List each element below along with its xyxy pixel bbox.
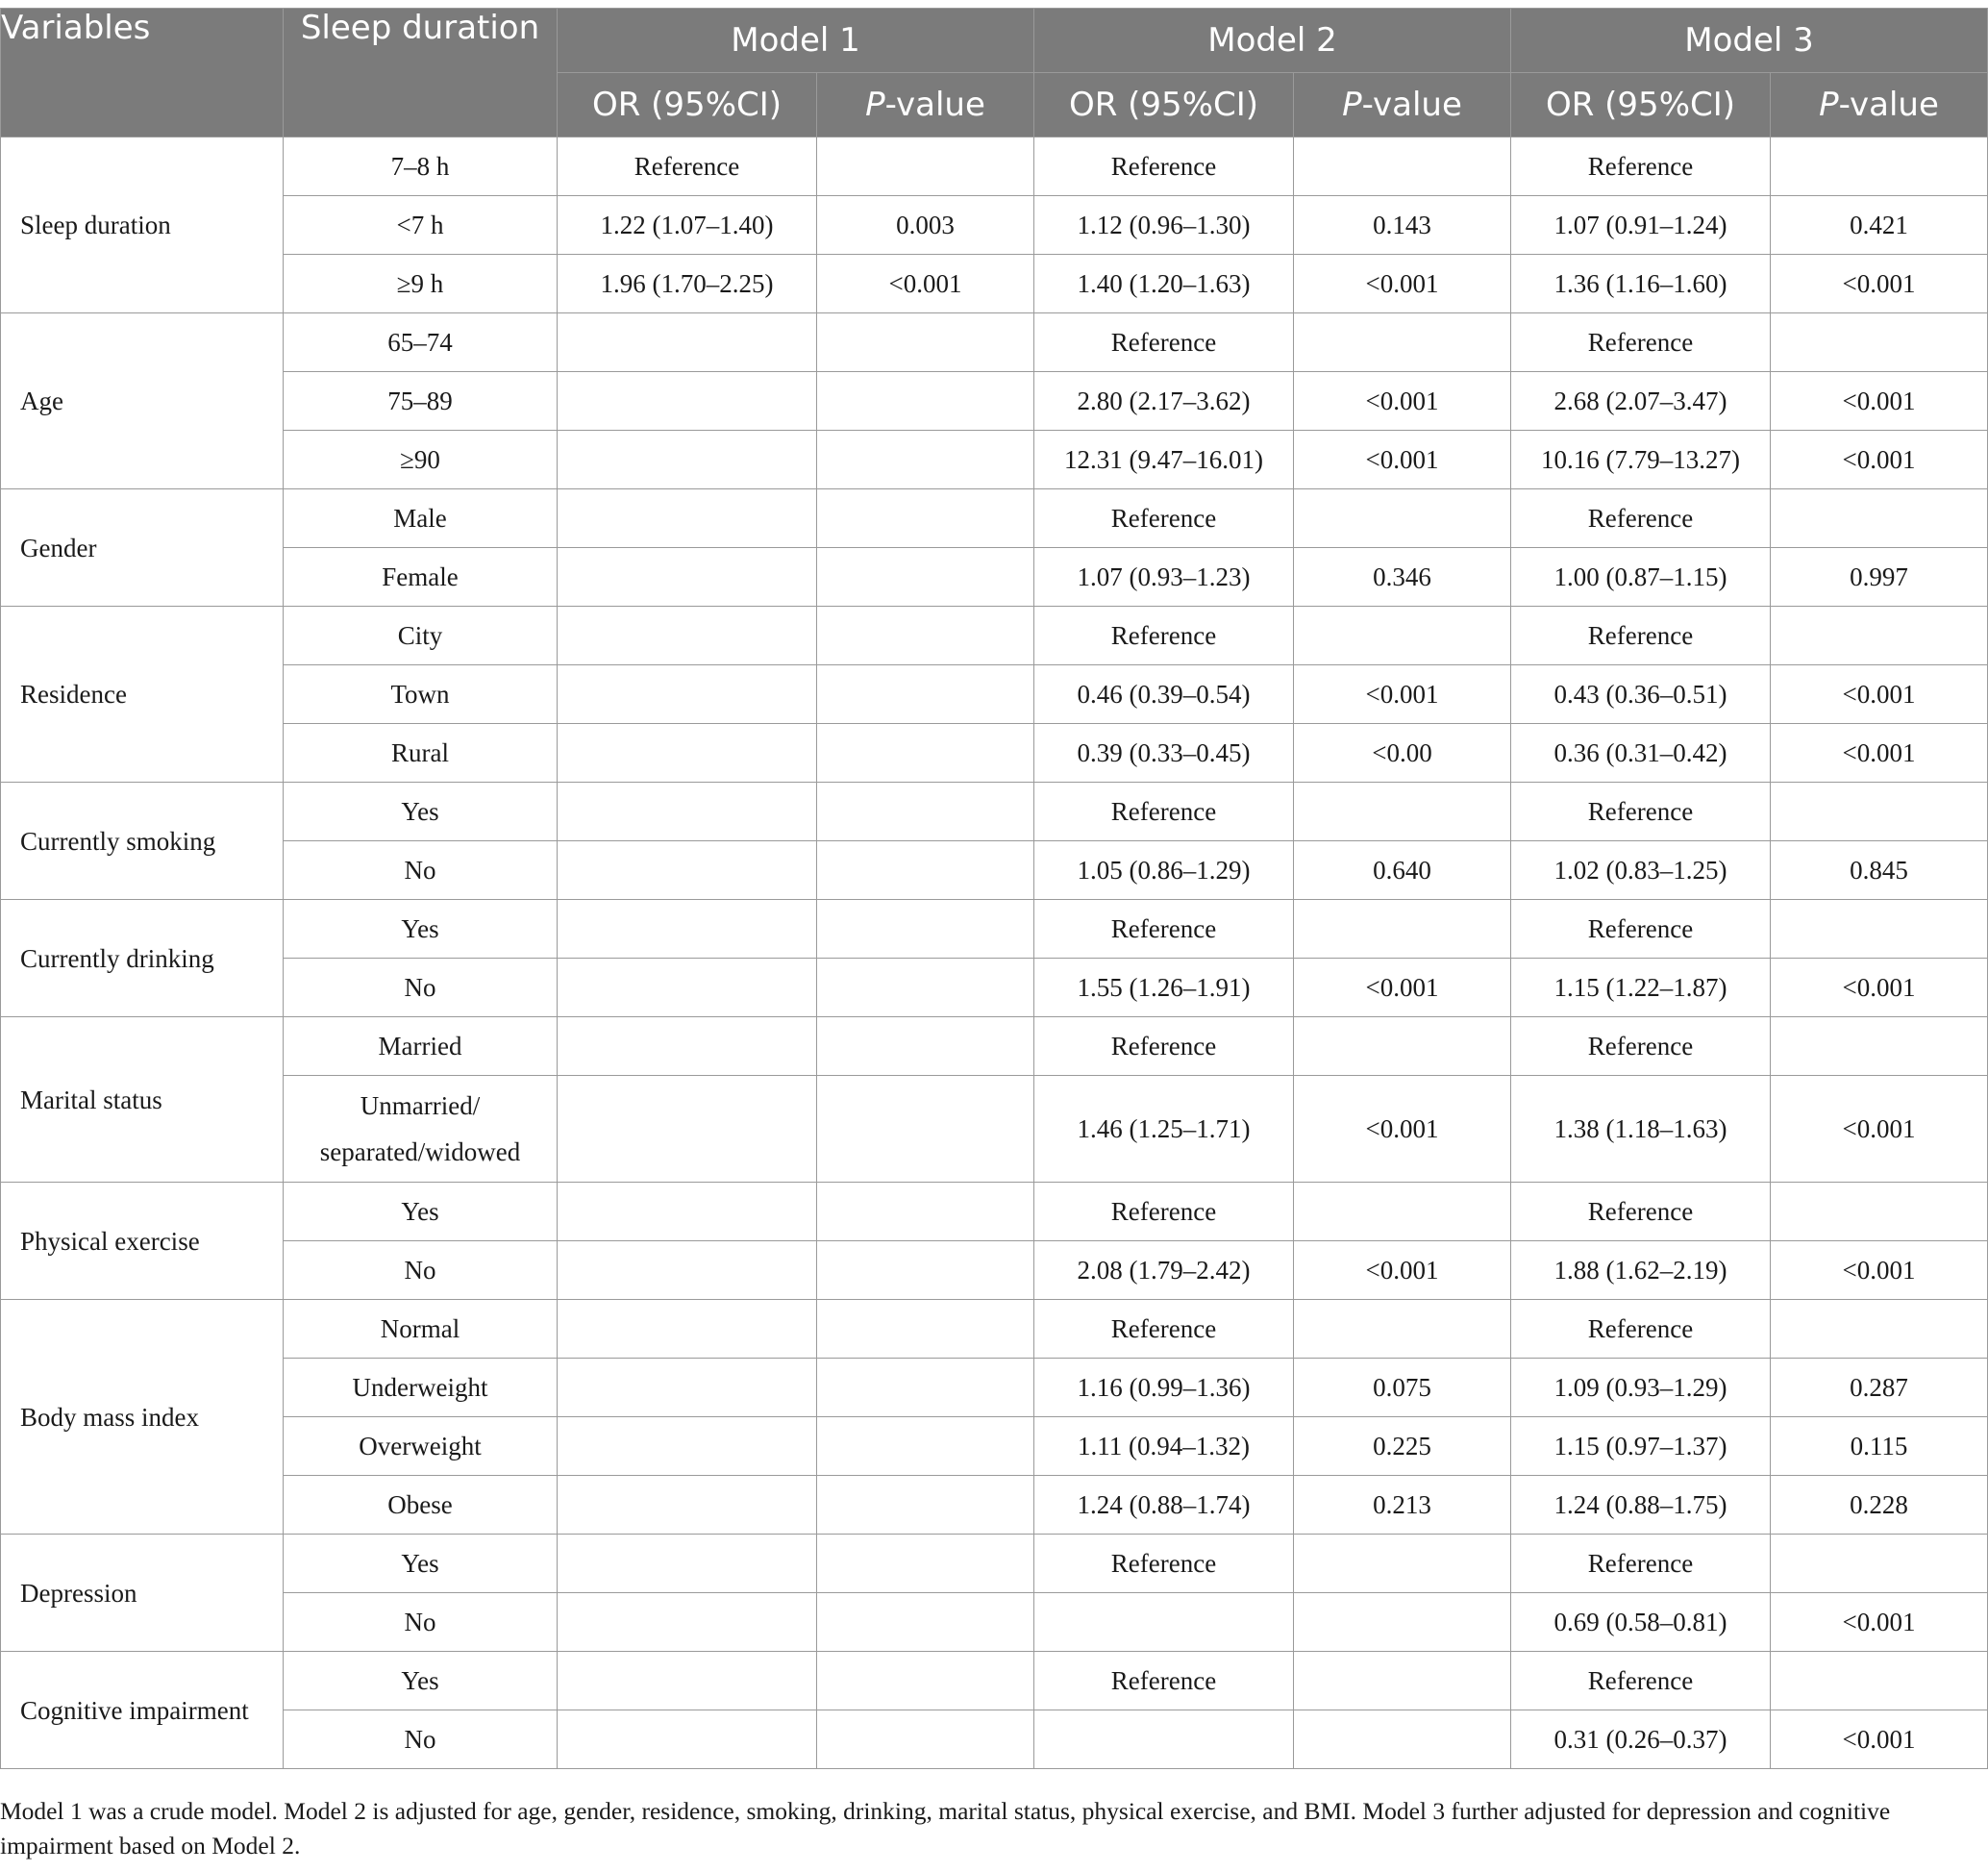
model3-p-cell <box>1771 1652 1988 1710</box>
model3-or-cell: 1.38 (1.18–1.63) <box>1511 1076 1771 1183</box>
level-cell: Unmarried/ separated/widowed <box>284 1076 558 1183</box>
model2-or-cell <box>1034 1710 1294 1769</box>
header-model-2: Model 2 <box>1034 9 1511 73</box>
table-row <box>1 1710 1988 1769</box>
model2-p-cell: 0.143 <box>1294 196 1511 255</box>
model1-p-cell <box>817 1710 1034 1769</box>
model1-p-cell <box>817 783 1034 841</box>
variable-label: Currently smoking <box>1 783 284 900</box>
table-row <box>1 841 1988 900</box>
p-suffix: -value <box>884 86 985 124</box>
model2-or-cell: Reference <box>1034 607 1294 665</box>
table-header <box>1 9 1988 137</box>
model2-p-cell <box>1294 1017 1511 1076</box>
model3-or-cell: 10.16 (7.79–13.27) <box>1511 431 1771 489</box>
level-cell: Female <box>284 548 558 607</box>
model3-p-cell: 0.997 <box>1771 548 1988 607</box>
model2-or-cell: Reference <box>1034 1652 1294 1710</box>
level-cell: 65–74 <box>284 313 558 372</box>
level-cell: No <box>284 959 558 1017</box>
model3-or-cell: 0.69 (0.58–0.81) <box>1511 1593 1771 1652</box>
model3-p-cell: <0.001 <box>1771 1241 1988 1300</box>
level-cell: Yes <box>284 1652 558 1710</box>
table-row <box>1 724 1988 783</box>
model1-p-cell <box>817 548 1034 607</box>
level-cell: Male <box>284 489 558 548</box>
model1-or-cell: Reference <box>558 137 817 196</box>
model1-or-cell <box>558 1593 817 1652</box>
model3-p-cell: <0.001 <box>1771 1076 1988 1183</box>
header-m1-or: OR (95%CI) <box>558 73 817 137</box>
model3-or-cell: 1.02 (0.83–1.25) <box>1511 841 1771 900</box>
model3-or-cell: Reference <box>1511 900 1771 959</box>
model2-p-cell <box>1294 489 1511 548</box>
model3-or-cell: 0.43 (0.36–0.51) <box>1511 665 1771 724</box>
level-cell: Yes <box>284 900 558 959</box>
table-row <box>1 137 1988 196</box>
model1-p-cell <box>817 1417 1034 1476</box>
model2-p-cell <box>1294 1183 1511 1241</box>
model1-or-cell: 1.96 (1.70–2.25) <box>558 255 817 313</box>
model2-p-cell: <0.00 <box>1294 724 1511 783</box>
level-cell: No <box>284 1593 558 1652</box>
table-row <box>1 1417 1988 1476</box>
model1-p-cell <box>817 665 1034 724</box>
level-cell: ≥90 <box>284 431 558 489</box>
model3-or-cell: 0.31 (0.26–0.37) <box>1511 1710 1771 1769</box>
model2-or-cell: Reference <box>1034 900 1294 959</box>
header-variables: Variables <box>1 9 284 137</box>
variable-label: Depression <box>1 1535 284 1652</box>
model2-or-cell <box>1034 1593 1294 1652</box>
level-cell: Town <box>284 665 558 724</box>
table-row <box>1 313 1988 372</box>
model1-p-cell: 0.003 <box>817 196 1034 255</box>
model3-p-cell <box>1771 1017 1988 1076</box>
model3-p-cell <box>1771 783 1988 841</box>
table-row <box>1 1593 1988 1652</box>
variable-label: Body mass index <box>1 1300 284 1535</box>
model2-or-cell: 1.55 (1.26–1.91) <box>1034 959 1294 1017</box>
table-row <box>1 900 1988 959</box>
header-model-3: Model 3 <box>1511 9 1988 73</box>
model2-or-cell: 1.16 (0.99–1.36) <box>1034 1359 1294 1417</box>
model2-p-cell: 0.075 <box>1294 1359 1511 1417</box>
table-row <box>1 1017 1988 1076</box>
table-row <box>1 255 1988 313</box>
model3-or-cell: Reference <box>1511 1535 1771 1593</box>
table-row <box>1 548 1988 607</box>
level-cell: Underweight <box>284 1359 558 1417</box>
model2-or-cell: 2.80 (2.17–3.62) <box>1034 372 1294 431</box>
model1-p-cell <box>817 1535 1034 1593</box>
variable-label: Physical exercise <box>1 1183 284 1300</box>
table-row <box>1 1300 1988 1359</box>
level-cell: <7 h <box>284 196 558 255</box>
table-row <box>1 1652 1988 1710</box>
variable-label: Residence <box>1 607 284 783</box>
p-italic: P <box>865 86 885 124</box>
model1-or-cell <box>558 1183 817 1241</box>
model2-p-cell: 0.640 <box>1294 841 1511 900</box>
model1-or-cell: 1.22 (1.07–1.40) <box>558 196 817 255</box>
model2-or-cell: 1.46 (1.25–1.71) <box>1034 1076 1294 1183</box>
model3-or-cell: Reference <box>1511 137 1771 196</box>
model2-p-cell: <0.001 <box>1294 255 1511 313</box>
model2-p-cell: <0.001 <box>1294 665 1511 724</box>
table-row <box>1 372 1988 431</box>
model3-p-cell: <0.001 <box>1771 1710 1988 1769</box>
model3-or-cell: 0.36 (0.31–0.42) <box>1511 724 1771 783</box>
model1-or-cell <box>558 489 817 548</box>
model1-p-cell: <0.001 <box>817 255 1034 313</box>
level-cell: 75–89 <box>284 372 558 431</box>
model2-p-cell <box>1294 1535 1511 1593</box>
model2-or-cell: Reference <box>1034 783 1294 841</box>
model2-p-cell <box>1294 783 1511 841</box>
model1-or-cell <box>558 1710 817 1769</box>
model2-or-cell: 2.08 (1.79–2.42) <box>1034 1241 1294 1300</box>
model3-p-cell <box>1771 607 1988 665</box>
model1-or-cell <box>558 959 817 1017</box>
table-row <box>1 1076 1988 1183</box>
model2-p-cell: 0.213 <box>1294 1476 1511 1535</box>
model2-or-cell: Reference <box>1034 489 1294 548</box>
p-italic: P <box>1342 86 1362 124</box>
header-m2-p <box>1294 73 1511 137</box>
model1-or-cell <box>558 724 817 783</box>
model2-p-cell <box>1294 137 1511 196</box>
variable-label: Gender <box>1 489 284 607</box>
table-row <box>1 1359 1988 1417</box>
level-cell: ≥9 h <box>284 255 558 313</box>
table-row <box>1 196 1988 255</box>
level-cell: Married <box>284 1017 558 1076</box>
table-row <box>1 1183 1988 1241</box>
model3-p-cell: <0.001 <box>1771 372 1988 431</box>
model2-p-cell: <0.001 <box>1294 1076 1511 1183</box>
model3-or-cell: Reference <box>1511 1017 1771 1076</box>
model2-or-cell: 1.12 (0.96–1.30) <box>1034 196 1294 255</box>
table-row <box>1 783 1988 841</box>
model3-or-cell: 1.09 (0.93–1.29) <box>1511 1359 1771 1417</box>
model3-p-cell <box>1771 489 1988 548</box>
level-cell: Normal <box>284 1300 558 1359</box>
model1-p-cell <box>817 1476 1034 1535</box>
model2-or-cell: 1.40 (1.20–1.63) <box>1034 255 1294 313</box>
model3-p-cell <box>1771 1183 1988 1241</box>
model2-or-cell: Reference <box>1034 1017 1294 1076</box>
model3-or-cell: Reference <box>1511 1183 1771 1241</box>
model1-or-cell <box>558 431 817 489</box>
level-cell: No <box>284 1710 558 1769</box>
level-cell: City <box>284 607 558 665</box>
model3-or-cell: 1.15 (1.22–1.87) <box>1511 959 1771 1017</box>
model2-p-cell <box>1294 1652 1511 1710</box>
level-cell: Yes <box>284 1183 558 1241</box>
level-cell: No <box>284 841 558 900</box>
table-row <box>1 665 1988 724</box>
model1-or-cell <box>558 1017 817 1076</box>
model2-p-cell <box>1294 313 1511 372</box>
model3-p-cell: <0.001 <box>1771 431 1988 489</box>
model1-p-cell <box>817 1241 1034 1300</box>
model2-p-cell: <0.001 <box>1294 431 1511 489</box>
model2-or-cell: Reference <box>1034 1535 1294 1593</box>
header-m1-p <box>817 73 1034 137</box>
model3-p-cell: <0.001 <box>1771 255 1988 313</box>
model2-p-cell: <0.001 <box>1294 372 1511 431</box>
model1-or-cell <box>558 1535 817 1593</box>
model2-p-cell: <0.001 <box>1294 1241 1511 1300</box>
model1-p-cell <box>817 959 1034 1017</box>
model3-p-cell: 0.228 <box>1771 1476 1988 1535</box>
variable-label: Marital status <box>1 1017 284 1183</box>
model2-p-cell: 0.346 <box>1294 548 1511 607</box>
model3-p-cell: <0.001 <box>1771 1593 1988 1652</box>
model3-or-cell: 1.36 (1.16–1.60) <box>1511 255 1771 313</box>
model1-or-cell <box>558 1476 817 1535</box>
model1-p-cell <box>817 489 1034 548</box>
model2-p-cell: <0.001 <box>1294 959 1511 1017</box>
model1-or-cell <box>558 1300 817 1359</box>
table-row <box>1 607 1988 665</box>
model1-p-cell <box>817 1593 1034 1652</box>
model1-p-cell <box>817 372 1034 431</box>
model1-p-cell <box>817 431 1034 489</box>
model1-p-cell <box>817 841 1034 900</box>
model1-or-cell <box>558 548 817 607</box>
model2-or-cell: 1.24 (0.88–1.74) <box>1034 1476 1294 1535</box>
model1-or-cell <box>558 607 817 665</box>
model2-p-cell <box>1294 900 1511 959</box>
model3-or-cell: 1.88 (1.62–2.19) <box>1511 1241 1771 1300</box>
variable-label: Cognitive impairment <box>1 1652 284 1769</box>
model2-or-cell: 0.46 (0.39–0.54) <box>1034 665 1294 724</box>
model1-p-cell <box>817 1076 1034 1183</box>
level-cell: Yes <box>284 783 558 841</box>
variable-label: Age <box>1 313 284 489</box>
table-row <box>1 959 1988 1017</box>
model2-or-cell: Reference <box>1034 1300 1294 1359</box>
model3-p-cell: 0.115 <box>1771 1417 1988 1476</box>
model2-p-cell <box>1294 607 1511 665</box>
table-row <box>1 1476 1988 1535</box>
model1-p-cell <box>817 724 1034 783</box>
model3-p-cell: 0.845 <box>1771 841 1988 900</box>
model3-p-cell <box>1771 1535 1988 1593</box>
model3-or-cell: Reference <box>1511 783 1771 841</box>
model1-or-cell <box>558 372 817 431</box>
model3-or-cell: Reference <box>1511 489 1771 548</box>
model1-p-cell <box>817 1183 1034 1241</box>
model1-or-cell <box>558 900 817 959</box>
table-row <box>1 1535 1988 1593</box>
model3-or-cell: Reference <box>1511 313 1771 372</box>
level-cell: Yes <box>284 1535 558 1593</box>
model2-or-cell: Reference <box>1034 313 1294 372</box>
model1-or-cell <box>558 841 817 900</box>
model3-or-cell: 1.24 (0.88–1.75) <box>1511 1476 1771 1535</box>
model3-p-cell <box>1771 313 1988 372</box>
model2-or-cell: 0.39 (0.33–0.45) <box>1034 724 1294 783</box>
model3-or-cell: Reference <box>1511 607 1771 665</box>
model2-p-cell <box>1294 1300 1511 1359</box>
level-cell: Rural <box>284 724 558 783</box>
model1-p-cell <box>817 1300 1034 1359</box>
level-cell: 7–8 h <box>284 137 558 196</box>
model3-or-cell: 1.07 (0.91–1.24) <box>1511 196 1771 255</box>
model1-or-cell <box>558 1076 817 1183</box>
model3-p-cell: <0.001 <box>1771 959 1988 1017</box>
model3-p-cell <box>1771 1300 1988 1359</box>
model2-p-cell: 0.225 <box>1294 1417 1511 1476</box>
table-body <box>1 137 1988 1769</box>
model3-p-cell: <0.001 <box>1771 665 1988 724</box>
level-cell: Obese <box>284 1476 558 1535</box>
table-row <box>1 489 1988 548</box>
model1-p-cell <box>817 1017 1034 1076</box>
model1-p-cell <box>817 1359 1034 1417</box>
model1-p-cell <box>817 607 1034 665</box>
table-row <box>1 1241 1988 1300</box>
header-m2-or: OR (95%CI) <box>1034 73 1294 137</box>
table-footnote: Model 1 was a crude model. Model 2 is adjusted for age, gender, residence, smoking, drinking, marital status, physical exercise, and BMI. Model 3 further adjusted for depression and cognitive impairment based on Model 2. <box>0 1797 1891 1860</box>
header-m3-p <box>1771 73 1988 137</box>
model1-or-cell <box>558 1241 817 1300</box>
header-sleep-duration: Sleep duration <box>284 9 558 137</box>
model1-or-cell <box>558 783 817 841</box>
model1-p-cell <box>817 1652 1034 1710</box>
model2-or-cell: 1.11 (0.94–1.32) <box>1034 1417 1294 1476</box>
p-suffix: -value <box>1361 86 1462 124</box>
model1-or-cell <box>558 313 817 372</box>
model2-or-cell: Reference <box>1034 137 1294 196</box>
model3-or-cell: 2.68 (2.07–3.47) <box>1511 372 1771 431</box>
p-suffix: -value <box>1838 86 1939 124</box>
model1-p-cell <box>817 900 1034 959</box>
header-m3-or: OR (95%CI) <box>1511 73 1771 137</box>
level-cell: No <box>284 1241 558 1300</box>
p-italic: P <box>1819 86 1839 124</box>
model2-p-cell <box>1294 1710 1511 1769</box>
header-model-1: Model 1 <box>558 9 1034 73</box>
model1-p-cell <box>817 313 1034 372</box>
model3-p-cell: 0.421 <box>1771 196 1988 255</box>
model2-or-cell: Reference <box>1034 1183 1294 1241</box>
model1-or-cell <box>558 1652 817 1710</box>
model3-p-cell <box>1771 137 1988 196</box>
model3-p-cell: 0.287 <box>1771 1359 1988 1417</box>
model3-or-cell: Reference <box>1511 1652 1771 1710</box>
level-cell: Overweight <box>284 1417 558 1476</box>
odds-ratio-table <box>0 8 1988 1769</box>
model1-or-cell <box>558 1417 817 1476</box>
model3-or-cell: Reference <box>1511 1300 1771 1359</box>
model1-or-cell <box>558 665 817 724</box>
model2-or-cell: 1.05 (0.86–1.29) <box>1034 841 1294 900</box>
variable-label: Currently drinking <box>1 900 284 1017</box>
model3-p-cell: <0.001 <box>1771 724 1988 783</box>
model2-or-cell: 1.07 (0.93–1.23) <box>1034 548 1294 607</box>
table-row <box>1 431 1988 489</box>
model3-p-cell <box>1771 900 1988 959</box>
variable-label: Sleep duration <box>1 137 284 313</box>
model1-p-cell <box>817 137 1034 196</box>
model3-or-cell: 1.00 (0.87–1.15) <box>1511 548 1771 607</box>
model1-or-cell <box>558 1359 817 1417</box>
model2-or-cell: 12.31 (9.47–16.01) <box>1034 431 1294 489</box>
model3-or-cell: 1.15 (0.97–1.37) <box>1511 1417 1771 1476</box>
model2-p-cell <box>1294 1593 1511 1652</box>
